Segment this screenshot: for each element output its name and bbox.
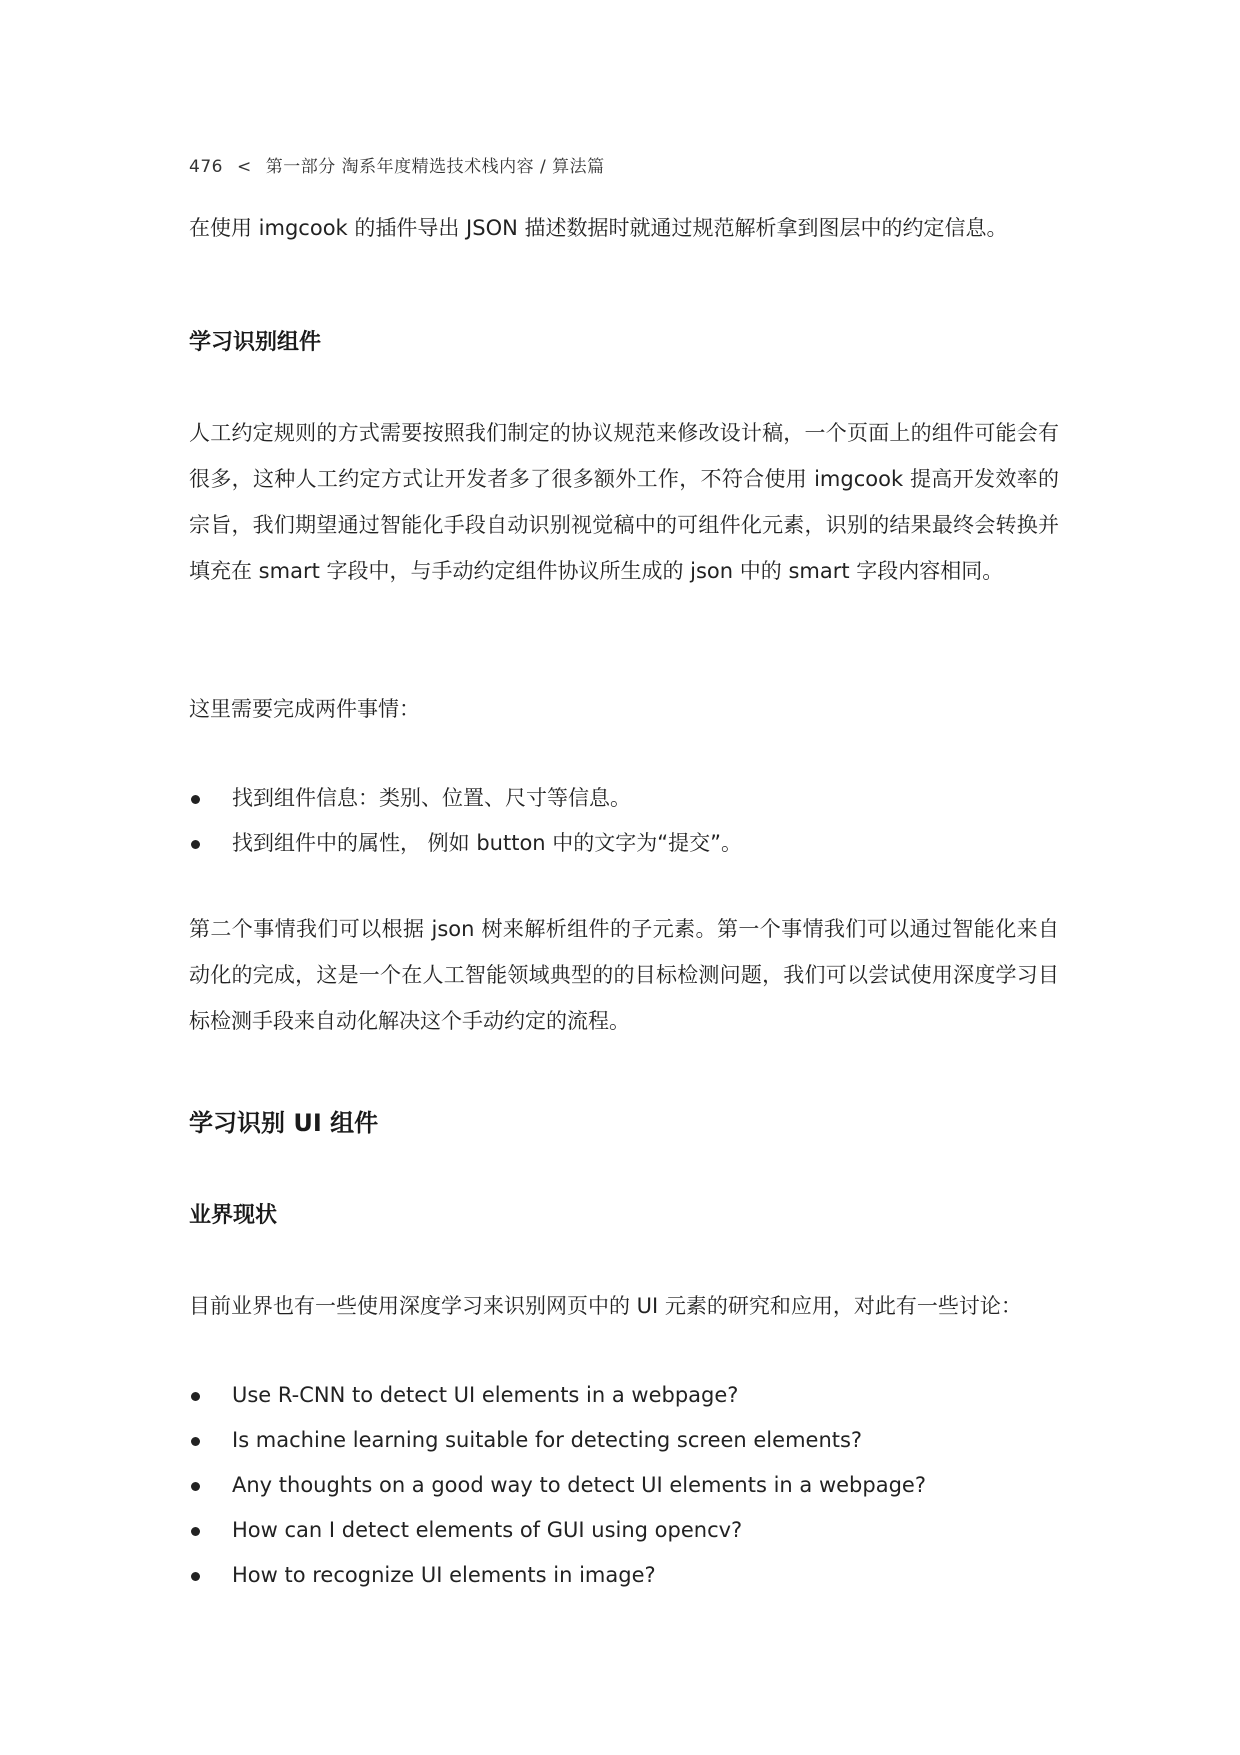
list-item <box>189 1418 1059 1463</box>
intro-line: 在使用 imgcook 的插件导出 JSON 描述数据时就通过规范解析拿到图层中的约定信息。 <box>189 216 1008 240</box>
heading-industry-status: 业界现状 <box>189 1203 278 1228</box>
learn-components-paragraph-block <box>189 410 1059 594</box>
list-item <box>189 1508 1059 1553</box>
list-item <box>189 821 1059 866</box>
discussion-item-text: Use R-CNN to detect UI elements in a webpage? <box>232 1383 739 1407</box>
header-section-title: 第一部分 淘系年度精选技术栈内容 / 算法篇 <box>265 157 605 177</box>
bullet-dot-icon <box>191 1437 200 1446</box>
discussion-item-text: Is machine learning suitable for detecting screen elements? <box>232 1428 863 1452</box>
bullet-dot-icon <box>191 1527 200 1536</box>
heading-learn-ui-components: 学习识别 UI 组件 <box>189 1109 379 1137</box>
todo-item-text: 找到组件信息：类别、位置、尺寸等信息。 <box>232 786 631 810</box>
running-header <box>189 152 605 177</box>
todo-intro: 这里需要完成两件事情： <box>189 697 420 721</box>
closing-paragraph: 第二个事情我们可以根据 json 树来解析组件的子元素。第一个事情我们可以通过智能化来自动化的完成，这是一个在人工智能领域典型的的目标检测问题，我们可以尝试使用深度学习目标检测手段来自动化解决这个手动约定的流程。 <box>189 917 1059 1033</box>
todo-intro-block <box>189 686 1059 732</box>
bullet-dot-icon <box>191 1482 200 1491</box>
bullet-dot-icon <box>191 1572 200 1581</box>
industry-paragraph-block <box>189 1283 1059 1329</box>
closing-paragraph-block <box>189 906 1059 1044</box>
todo-item-text: 找到组件中的属性， 例如 button 中的文字为“提交”。 <box>232 831 743 855</box>
bullet-dot-icon <box>191 795 200 804</box>
list-item <box>189 1553 1059 1598</box>
header-separator: < <box>236 157 252 177</box>
todo-list <box>189 776 1059 866</box>
discussion-item-text: Any thoughts on a good way to detect UI elements in a webpage? <box>232 1473 926 1497</box>
list-item <box>189 776 1059 821</box>
bullet-dot-icon <box>191 1392 200 1401</box>
list-item <box>189 1463 1059 1508</box>
industry-paragraph: 目前业界也有一些使用深度学习来识别网页中的 UI 元素的研究和应用，对此有一些讨论： <box>189 1294 1022 1318</box>
discussion-list <box>189 1373 1059 1598</box>
discussion-item-text: How can I detect elements of GUI using opencv? <box>232 1518 743 1542</box>
page-number: 476 <box>189 157 223 177</box>
learn-components-paragraph: 人工约定规则的方式需要按照我们制定的协议规范来修改设计稿，一个页面上的组件可能会有很多，这种人工约定方式让开发者多了很多额外工作，不符合使用 imgcook 提高开发效率的宗旨，我们期望通过智能化手段自动识别视觉稿中的可组件化元素，识别的结果最终会转换并填充在 smart 字段中，与手动约定组件协议所生成的 json 中的 smart 字段内容相同。 <box>189 421 1059 583</box>
list-item <box>189 1373 1059 1418</box>
bullet-dot-icon <box>191 840 200 849</box>
intro-line-block <box>189 205 1059 251</box>
heading-learn-components: 学习识别组件 <box>189 330 322 355</box>
discussion-item-text: How to recognize UI elements in image? <box>232 1563 656 1587</box>
